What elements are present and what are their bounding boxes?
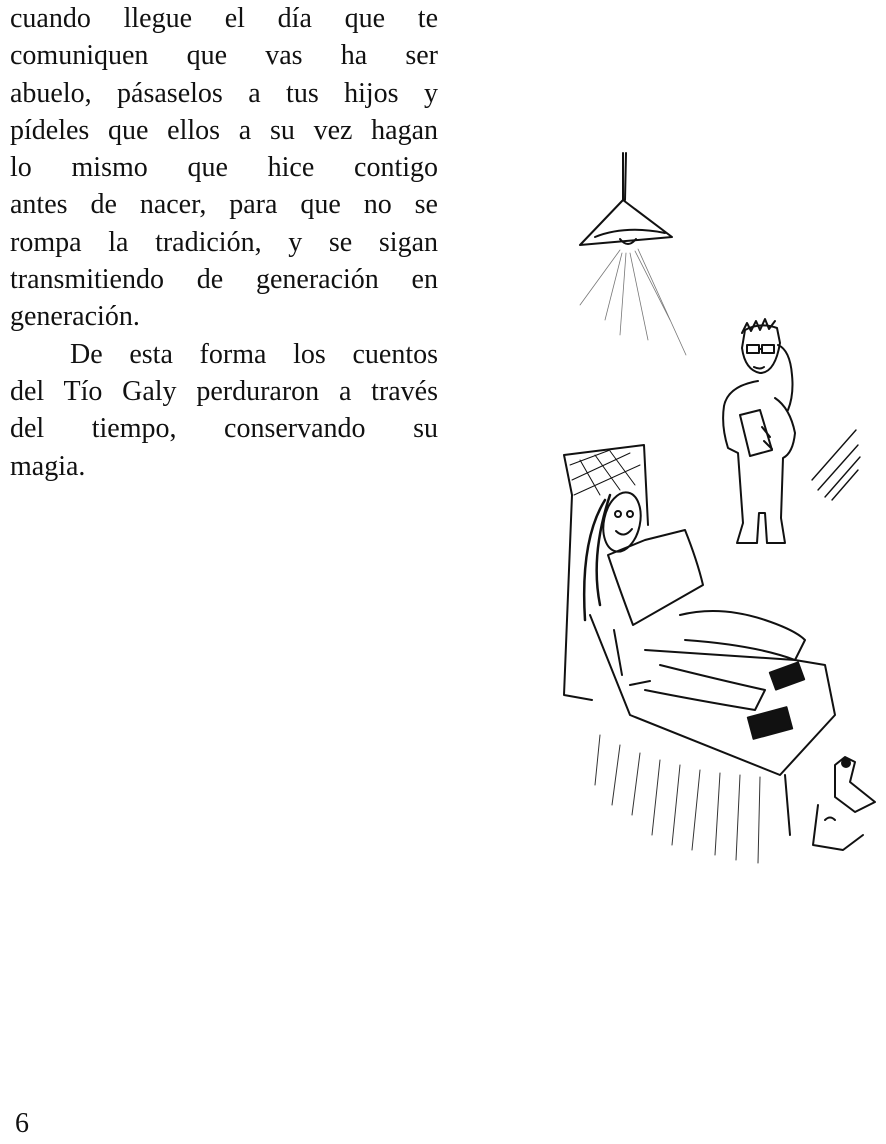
sketch-illustration bbox=[550, 145, 886, 885]
bed-skirt-strokes bbox=[595, 735, 760, 863]
standing-figure bbox=[723, 319, 795, 543]
lamp-icon bbox=[580, 153, 686, 355]
hatch-strokes bbox=[812, 430, 860, 500]
text-line: del tiempo, conservando su bbox=[10, 413, 438, 445]
text-line: del Tío Galy perduraron a través bbox=[10, 375, 438, 407]
small-creature bbox=[813, 757, 875, 850]
text-line: lo mismo que hice contigo bbox=[10, 152, 438, 184]
text-line: comuniquen que vas ha ser bbox=[10, 40, 438, 72]
text-line: magia. bbox=[10, 450, 86, 482]
text-line: cuando llegue el día que te bbox=[10, 3, 438, 34]
text-line: abuelo, pásaselos a tus hijos y bbox=[10, 77, 438, 109]
text-line: transmitiendo de generación en bbox=[10, 264, 438, 296]
text-line: pídeles que ellos a su vez hagan bbox=[10, 114, 438, 146]
text-line: rompa la tradición, y se sigan bbox=[10, 226, 438, 258]
reclining-woman bbox=[564, 445, 835, 863]
paragraph-start-line: De esta forma los cuentos bbox=[70, 338, 438, 370]
text-line: antes de nacer, para que no se bbox=[10, 189, 438, 221]
headboard-hatch bbox=[570, 450, 640, 495]
page-number: 6 bbox=[15, 1108, 29, 1139]
body-text bbox=[10, 0, 438, 485]
text-line: generación. bbox=[10, 301, 140, 333]
